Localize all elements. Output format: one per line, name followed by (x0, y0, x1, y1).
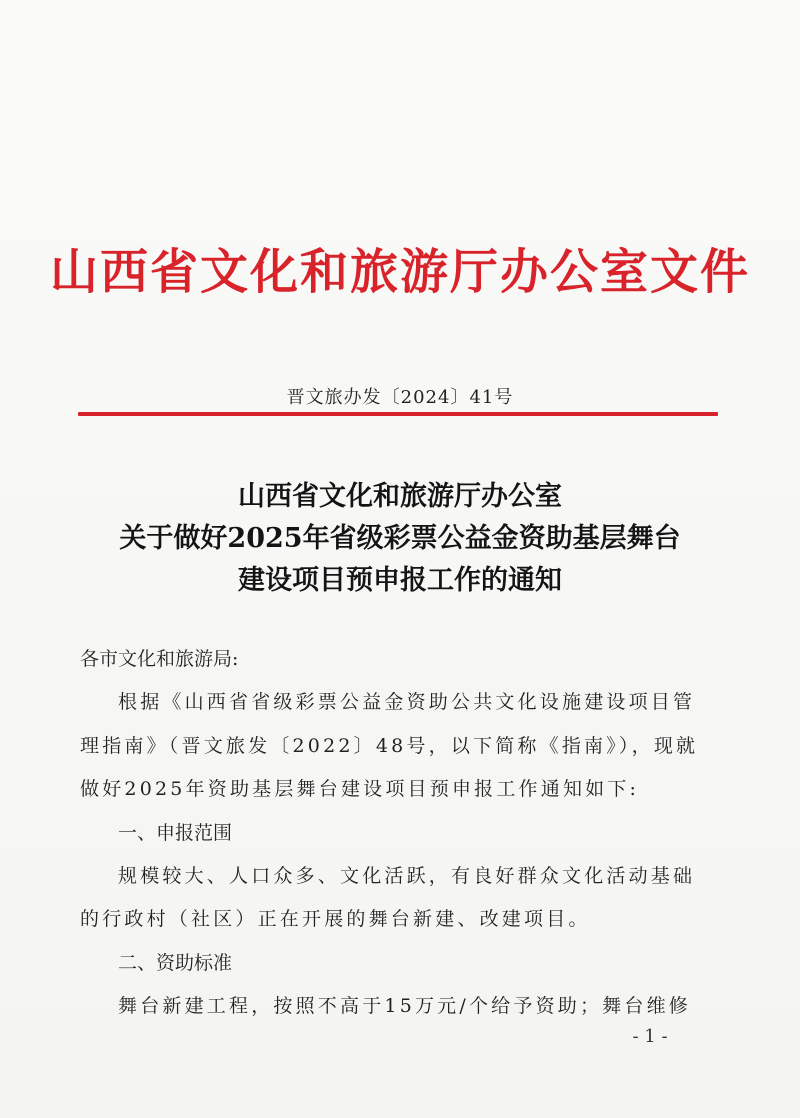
body-line: 规模较大、人口众多、文化活跃，有良好群众文化活动基础 (118, 865, 696, 888)
body-line: 做好2025年资助基层舞台建设项目预申报工作通知如下: (80, 778, 640, 801)
title-line: 山西省文化和旅游厅办公室 (238, 481, 562, 512)
body-line: 理指南》（晋文旅发〔2022〕48号，以下简称《指南》），现就 (80, 734, 699, 757)
masthead-title: 山西省文化和旅游厅办公室文件 (49, 244, 750, 300)
section-heading-scope: 一、申报范围 (118, 821, 233, 844)
section-heading-standard: 二、资助标准 (118, 951, 233, 974)
document-number: 晋文旅办发〔2024〕41号 (286, 387, 514, 408)
title-line: 建设项目预申报工作的通知 (238, 565, 562, 596)
title-line: 关于做好2025年省级彩票公益金资助基层舞台 (119, 523, 681, 554)
body-line: 舞台新建工程，按照不高于15万元/个给予资助；舞台维修 (118, 995, 691, 1018)
notice-body (80, 638, 730, 1029)
salutation: 各市文化和旅游局: (80, 648, 239, 670)
page-number: - 1 - (632, 1026, 668, 1047)
notice-title (40, 476, 760, 602)
red-separator-line (78, 412, 718, 416)
body-line: 根据《山西省省级彩票公益金资助公共文化设施建设项目管 (118, 691, 696, 714)
body-line: 的行政村（社区）正在开展的舞台新建、改建项目。 (80, 908, 591, 931)
